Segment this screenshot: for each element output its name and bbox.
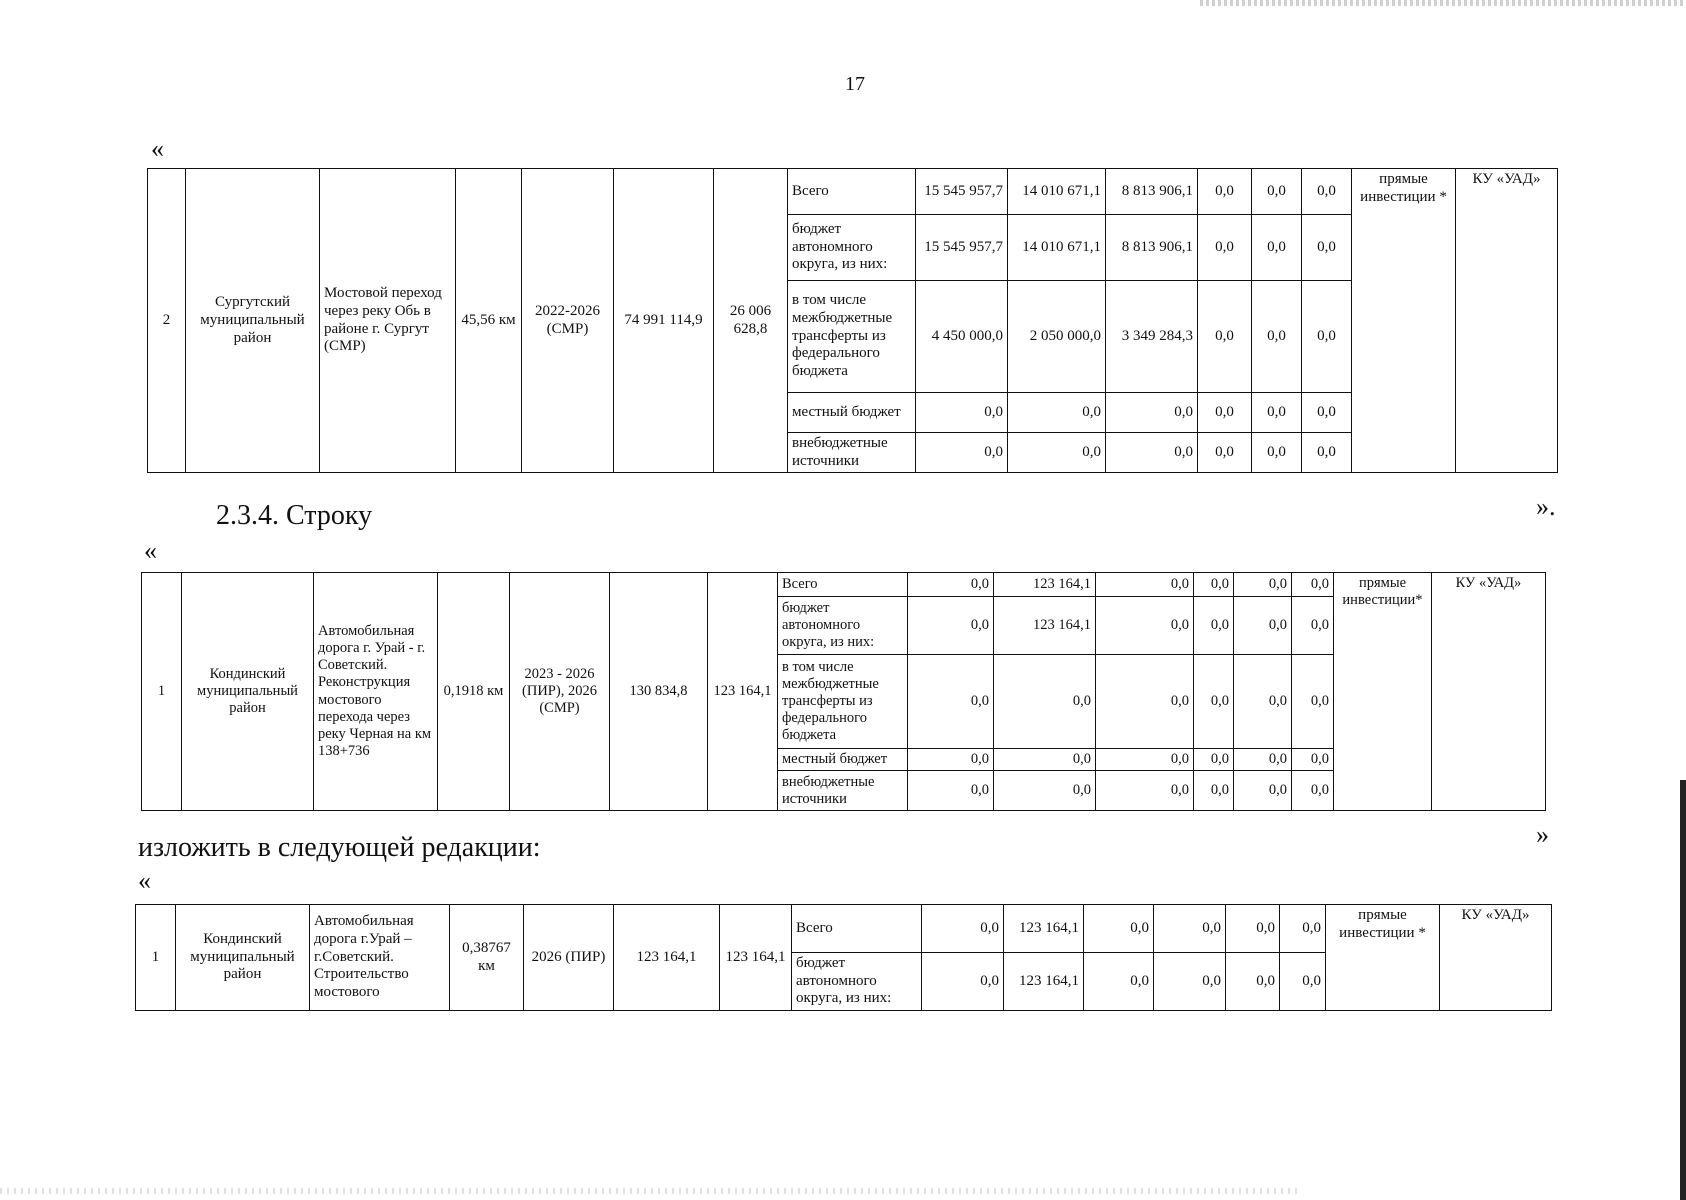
row-number: 2 <box>148 169 186 473</box>
value-cell: 0,0 <box>1096 771 1194 811</box>
municipality-cell: Сургутский муниципальный район <box>186 169 320 473</box>
cost-cell: 130 834,8 <box>610 573 708 811</box>
value-cell: 3 349 284,3 <box>1106 281 1198 393</box>
object-cell: Автомобильная дорога г. Урай - г. Советский. Реконструкция мостового перехода через реку Черная на км 138+736 <box>314 573 438 811</box>
value-cell: 0,0 <box>1226 953 1280 1011</box>
capacity-cell: 45,56 км <box>456 169 522 473</box>
value-cell: 8 813 906,1 <box>1106 169 1198 215</box>
open-quote-2: « <box>144 536 157 565</box>
value-cell: 0,0 <box>922 953 1004 1011</box>
value-cell: 0,0 <box>1302 433 1352 473</box>
value-cell: 0,0 <box>1096 597 1194 655</box>
finance-source-label: внебюджетные источники <box>788 433 916 473</box>
capacity-cell: 0,38767 км <box>450 905 524 1011</box>
value-cell: 0,0 <box>1194 597 1234 655</box>
value-cell: 2 050 000,0 <box>1008 281 1106 393</box>
value-cell: 0,0 <box>1234 771 1292 811</box>
customer-cell: КУ «УАД» <box>1432 573 1546 811</box>
scan-edge-bottom <box>0 1188 1300 1194</box>
value-cell: 0,0 <box>1252 393 1302 433</box>
finance-source-label: бюджет автономного округа, из них: <box>788 215 916 281</box>
value-cell: 123 164,1 <box>994 597 1096 655</box>
finance-source-label: Всего <box>778 573 908 597</box>
row-number: 1 <box>142 573 182 811</box>
customer-cell: КУ «УАД» <box>1456 169 1558 473</box>
value-cell: 0,0 <box>1154 953 1226 1011</box>
finance-source-label: бюджет автономного округа, из них: <box>792 953 922 1011</box>
value-cell: 0,0 <box>1252 215 1302 281</box>
finance-source-label: внебюджетные источники <box>778 771 908 811</box>
value-cell: 8 813 906,1 <box>1106 215 1198 281</box>
value-cell: 0,0 <box>1008 393 1106 433</box>
value-cell: 0,0 <box>1302 215 1352 281</box>
value-cell: 0,0 <box>1198 169 1252 215</box>
value-cell: 0,0 <box>1292 655 1334 749</box>
value-cell: 0,0 <box>1194 655 1234 749</box>
municipality-cell: Кондинский муниципальный район <box>176 905 310 1011</box>
value-cell: 0,0 <box>1096 749 1194 771</box>
open-quote-1: « <box>151 134 164 163</box>
value-cell: 0,0 <box>1234 573 1292 597</box>
value-cell: 0,0 <box>1008 433 1106 473</box>
page-number: 17 <box>845 73 865 95</box>
value-cell: 0,0 <box>994 771 1096 811</box>
finance-source-label: в том числе межбюджетные трансферты из федерального бюджета <box>778 655 908 749</box>
value-cell: 4 450 000,0 <box>916 281 1008 393</box>
value-cell: 0,0 <box>908 597 994 655</box>
value-cell: 14 010 671,1 <box>1008 215 1106 281</box>
value-cell: 0,0 <box>908 749 994 771</box>
section-heading: 2.3.4. Строку <box>216 500 373 531</box>
table-kondinsky-new <box>135 904 1552 1011</box>
value-cell: 0,0 <box>1084 905 1154 953</box>
value-cell: 0,0 <box>1096 655 1194 749</box>
value-cell: 0,0 <box>1106 433 1198 473</box>
finance-source-label: в том числе межбюджетные трансферты из федерального бюджета <box>788 281 916 393</box>
remaining-cell: 26 006 628,8 <box>714 169 788 473</box>
value-cell: 123 164,1 <box>994 573 1096 597</box>
value-cell: 0,0 <box>1292 771 1334 811</box>
value-cell: 0,0 <box>1096 573 1194 597</box>
value-cell: 0,0 <box>1292 749 1334 771</box>
value-cell: 0,0 <box>1154 905 1226 953</box>
cost-cell: 123 164,1 <box>614 905 720 1011</box>
value-cell: 0,0 <box>1234 655 1292 749</box>
value-cell: 0,0 <box>1194 771 1234 811</box>
value-cell: 0,0 <box>1084 953 1154 1011</box>
cost-cell: 74 991 114,9 <box>614 169 714 473</box>
close-quote-2: » <box>1536 820 1549 849</box>
period-cell: 2022-2026 (СМР) <box>522 169 614 473</box>
finance-source-label: Всего <box>788 169 916 215</box>
value-cell: 0,0 <box>1252 433 1302 473</box>
value-cell: 0,0 <box>908 573 994 597</box>
finance-source-label: Всего <box>792 905 922 953</box>
value-cell: 0,0 <box>1280 953 1326 1011</box>
finance-source-label: местный бюджет <box>778 749 908 771</box>
value-cell: 0,0 <box>994 655 1096 749</box>
value-cell: 0,0 <box>1194 749 1234 771</box>
value-cell: 0,0 <box>1252 169 1302 215</box>
investment-type-cell: прямые инвестиции * <box>1326 905 1440 1011</box>
value-cell: 0,0 <box>1198 281 1252 393</box>
scan-edge-top <box>1200 0 1686 6</box>
table-kondinsky-old <box>141 572 1546 811</box>
object-cell: Мостовой переход через реку Обь в районе г. Сургут (СМР) <box>320 169 456 473</box>
edit-phrase: изложить в следующей редакции: <box>138 832 541 863</box>
value-cell: 0,0 <box>1280 905 1326 953</box>
value-cell: 0,0 <box>1302 393 1352 433</box>
value-cell: 0,0 <box>922 905 1004 953</box>
scan-edge-right <box>1680 780 1686 1200</box>
remaining-cell: 123 164,1 <box>708 573 778 811</box>
value-cell: 123 164,1 <box>1004 953 1084 1011</box>
value-cell: 0,0 <box>1198 215 1252 281</box>
value-cell: 0,0 <box>1234 749 1292 771</box>
value-cell: 0,0 <box>908 655 994 749</box>
value-cell: 0,0 <box>916 393 1008 433</box>
value-cell: 0,0 <box>1194 573 1234 597</box>
remaining-cell: 123 164,1 <box>720 905 792 1011</box>
value-cell: 0,0 <box>1198 433 1252 473</box>
value-cell: 0,0 <box>1292 597 1334 655</box>
period-cell: 2023 - 2026 (ПИР), 2026 (СМР) <box>510 573 610 811</box>
value-cell: 0,0 <box>1292 573 1334 597</box>
open-quote-3: « <box>138 866 151 895</box>
capacity-cell: 0,1918 км <box>438 573 510 811</box>
value-cell: 15 545 957,7 <box>916 215 1008 281</box>
value-cell: 0,0 <box>1234 597 1292 655</box>
value-cell: 0,0 <box>1302 281 1352 393</box>
row-number: 1 <box>136 905 176 1011</box>
value-cell: 0,0 <box>1106 393 1198 433</box>
investment-type-cell: прямые инвестиции* <box>1334 573 1432 811</box>
value-cell: 14 010 671,1 <box>1008 169 1106 215</box>
object-cell: Автомобильная дорога г.Урай – г.Советский. Строительство мостового <box>310 905 450 1011</box>
value-cell: 0,0 <box>1226 905 1280 953</box>
table-surgut <box>147 168 1558 473</box>
finance-source-label: бюджет автономного округа, из них: <box>778 597 908 655</box>
customer-cell: КУ «УАД» <box>1440 905 1552 1011</box>
value-cell: 15 545 957,7 <box>916 169 1008 215</box>
value-cell: 0,0 <box>994 749 1096 771</box>
value-cell: 123 164,1 <box>1004 905 1084 953</box>
value-cell: 0,0 <box>1252 281 1302 393</box>
finance-source-label: местный бюджет <box>788 393 916 433</box>
value-cell: 0,0 <box>1302 169 1352 215</box>
value-cell: 0,0 <box>1198 393 1252 433</box>
investment-type-cell: прямые инвестиции * <box>1352 169 1456 473</box>
value-cell: 0,0 <box>916 433 1008 473</box>
close-quote-1: ». <box>1536 492 1556 521</box>
period-cell: 2026 (ПИР) <box>524 905 614 1011</box>
municipality-cell: Кондинский муниципальный район <box>182 573 314 811</box>
value-cell: 0,0 <box>908 771 994 811</box>
